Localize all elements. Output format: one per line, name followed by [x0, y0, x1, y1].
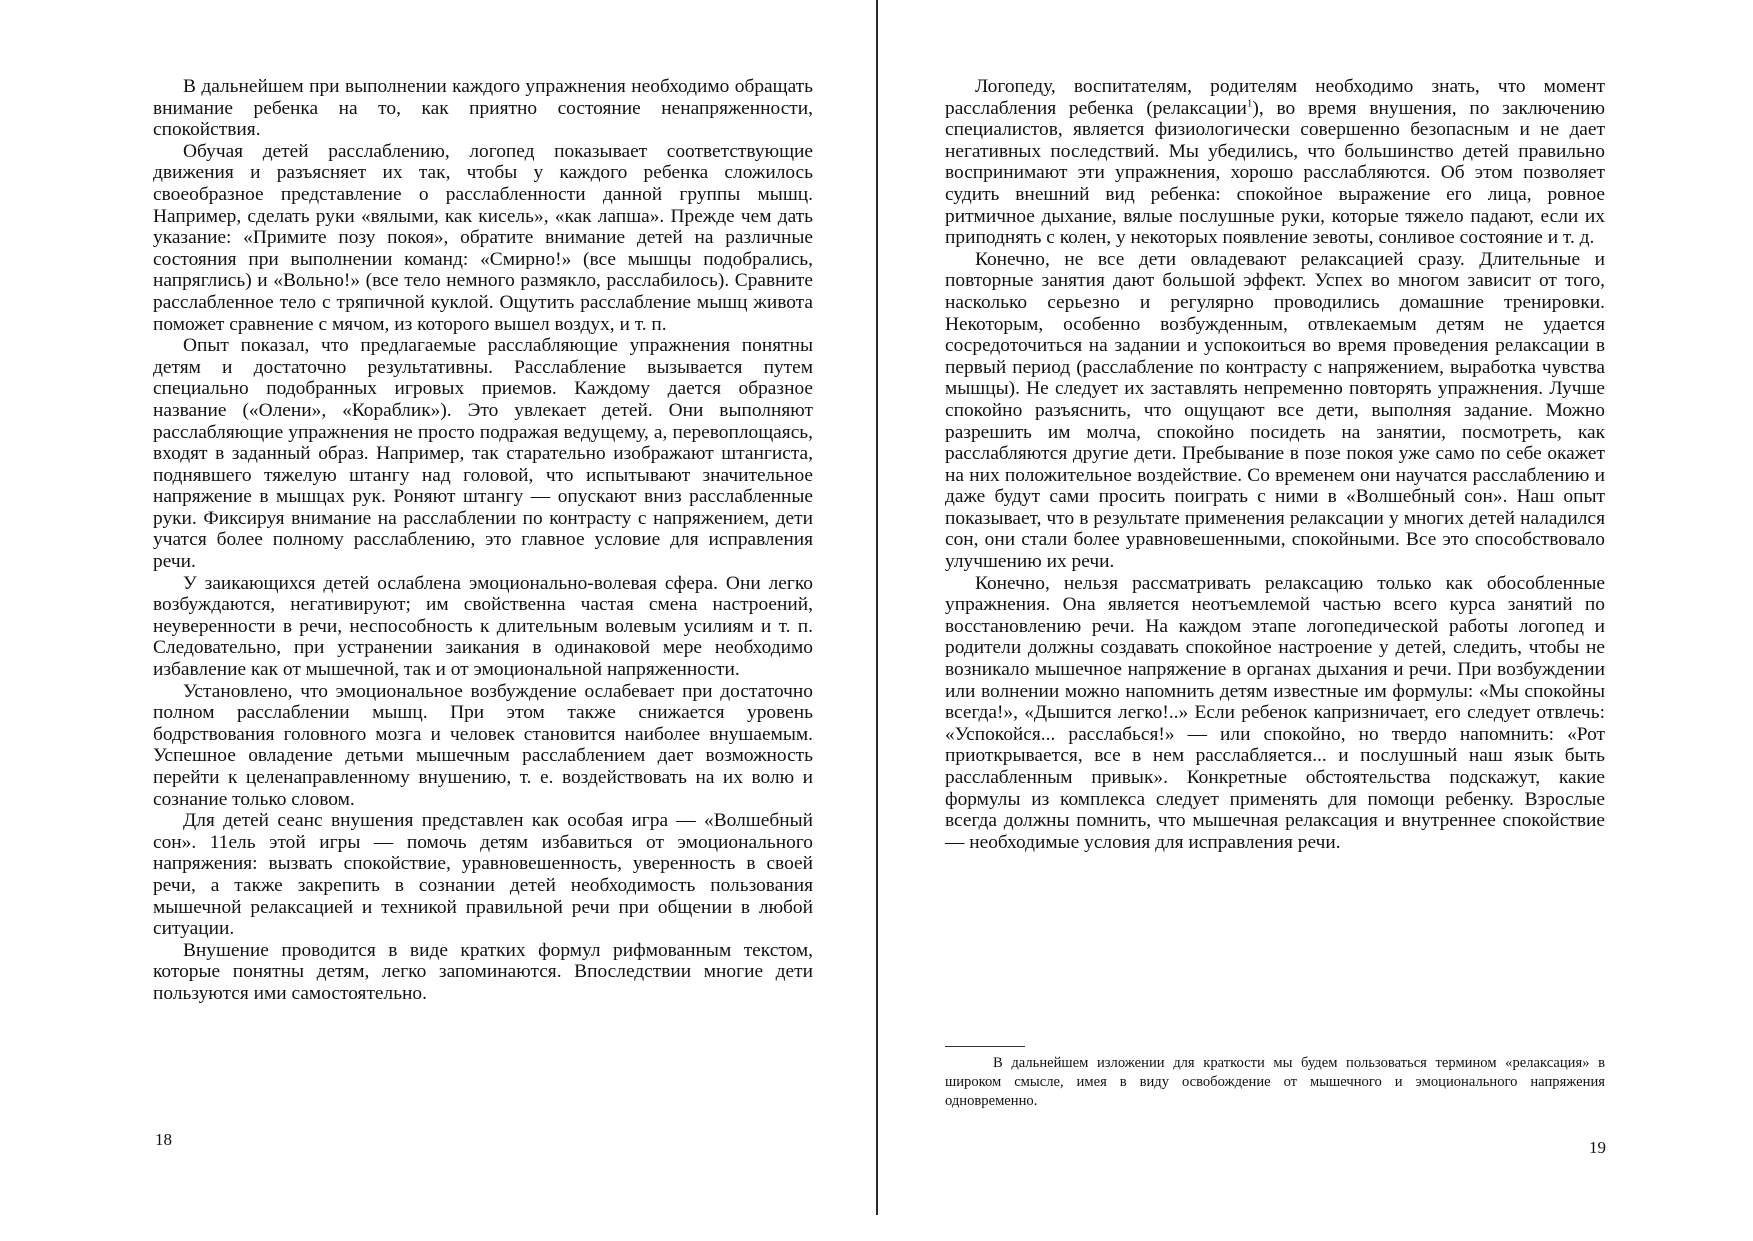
footnote-reference: 1 — [1246, 97, 1253, 110]
paragraph: Конечно, не все дети овладевают релаксацией сразу. Длительные и повторные занятия дают большой эффект. Успех во многом зависит от того, насколько серьезно и регулярно проводились домашние тренировки. Некоторым, особенно возбужденным, отвлекаемым детям не удается сосредоточиться на задании и успокоиться во время проведения релаксации в первый период (расслабление по контрасту с напряжением, выработка чувства мышцы). Не следует их заставлять непременно повторять упражнения. Лучше спокойно разъяснить, что ощущают все дети, выполняя задание. Можно разрешить им молча, спокойно посидеть на занятии, посмотреть, как расслабляются другие дети. Пребывание в позе покоя уже само по себе окажет на них положительное воздействие. Со временем они научатся расслаблению и даже будут сами просить поиграть с ними в «Волшебный сон». Наш опыт показывает, что в результате применения релаксации у многих детей наладился сон, они стали более уравновешенными, спокойными. Все это способствовало улучшению их речи. — [945, 248, 1605, 573]
paragraph: В дальнейшем при выполнении каждого упражнения необходимо обращать внимание ребенка на то, как приятно состояние ненапряженности, спокойствия. — [153, 76, 813, 141]
paragraph: Для детей сеанс внушения представлен как особая игра — «Волшебный сон». 11ель этой игры — помочь детям избавиться от эмоционального напряжения: вызвать спокойствие, уравновешенность, уверенность в своей речи, а также закрепить в сознании детей необходимость пользования мышечной релаксацией и техникой правильной речи при общении в любой ситуации. — [153, 810, 813, 940]
paragraph: Внушение проводится в виде кратких формул рифмованным текстом, которые понятны детям, легко запоминаются. Впоследствии многие дети пользуются ими самостоятельно. — [153, 939, 813, 1004]
footnote-text: В дальнейшем изложении для краткости мы будем пользоваться термином «релаксация» в широком смысле, имея в виду освобождение от мышечного и эмоционального напряжения одновременно. — [945, 1055, 1605, 1109]
paragraph — [945, 76, 1605, 249]
paragraph-text: Логопеду, воспитателям, родителям необходимо знать, что момент расслабления ребенка (релаксации — [945, 76, 1605, 119]
right-page — [878, 0, 1753, 1241]
left-page — [0, 0, 876, 1241]
footnote — [945, 1054, 1605, 1111]
right-page-body — [945, 76, 1605, 853]
page-number-left: 18 — [155, 1130, 172, 1149]
paragraph-text: ), во время внушения, по заключению специалистов, является физиологически совершенно безопасным и не дает негативных последствий. Мы убедились, что большинство детей правильно воспринимают эти упражнения, хорошо расслабляются. Об этом позволяет судить внешний вид ребенка: спокойное выражение его лица, ровное ритмичное дыхание, вялые послушные руки, которые тяжело падают, если их приподнять с колен, у некоторых появление зевоты, сонливое состояние и т. д. — [945, 97, 1605, 249]
page-number-right: 19 — [1589, 1138, 1606, 1157]
left-page-body — [153, 76, 813, 1005]
paragraph: Обучая детей расслаблению, логопед показывает соответствующие движения и разъясняет их так, чтобы у каждого ребенка сложилось своеобразное представление о расслабленности данной группы мышц. Например, сделать руки «вялыми, как кисель», «как лапша». Прежде чем дать указание: «Примите позу покоя», обратите внимание детей на различные состояния при выполнении команд: «Смирно!» (все мышцы подобрались, напряглись) и «Вольно!» (все тело немного размякло, расслабилось). Сравните расслабленное тело с тряпичной куклой. Ощутить расслабление мышц живота поможет сравнение с мячом, из которого вышел воздух, и т. п. — [153, 140, 813, 335]
paragraph: Опыт показал, что предлагаемые расслабляющие упражнения понятны детям и достаточно результативны. Расслабление вызывается путем специально подобранных игровых приемов. Каждому дается образное название («Олени», «Кораблик»). Это увлекает детей. Они выполняют расслабляющие упражнения не просто подражая ведущему, а, перевоплощаясь, входят в заданный образ. Например, так старательно изображают штангиста, поднявшего тяжелую штангу над головой, что испытывают значительное напряжение в мышцах рук. Роняют штангу — опускают вниз расслабленные руки. Фиксируя внимание на расслаблении по контрасту с напряжением, дети учатся более полному расслаблению, это главное условие для исправления речи. — [153, 335, 813, 573]
footnote-separator — [945, 1046, 1025, 1047]
paragraph: Установлено, что эмоциональное возбуждение ослабевает при достаточно полном расслаблении мышц. При этом также снижается уровень бодрствования головного мозга и человек становится наиболее внушаемым. Успешное овладение детьми мышечным расслаблением дает возможность перейти к целенаправленному внушению, т. е. воздействовать на их волю и сознание только словом. — [153, 680, 813, 810]
paragraph: У заикающихся детей ослаблена эмоционально-волевая сфера. Они легко возбуждаются, негативируют; им свойственна частая смена настроений, неуверенности в речи, неспособность к длительным волевым усилиям и т. п. Следовательно, при устранении заикания в одинаковой мере необходимо избавление как от мышечной, так и от эмоциональной напряженности. — [153, 572, 813, 681]
paragraph: Конечно, нельзя рассматривать релаксацию только как обособленные упражнения. Она является неотъемлемой частью всего курса занятий по восстановлению речи. На каждом этапе логопедической работы логопед и родители должны создавать спокойное настроение у детей, следить, чтобы не возникало мышечное напряжение в органах дыхания и речи. При возбуждении или волнении можно напомнить детям известные им формулы: «Мы спокойны всегда!», «Дышится легко!..» Если ребенок капризничает, его следует отвлечь: «Успокойся... расслабься!» — или спокойно, но твердо напомнить: «Рот приоткрывается, все в нем расслабляется... и послушный наш язык быть расслабленным привык». Конкретные обстоятельства подскажут, какие формулы из комплекса следует применять для помощи ребенку. Взрослые всегда должны помнить, что мышечная релаксация и внутреннее спокойствие — необходимые условия для исправления речи. — [945, 572, 1605, 853]
